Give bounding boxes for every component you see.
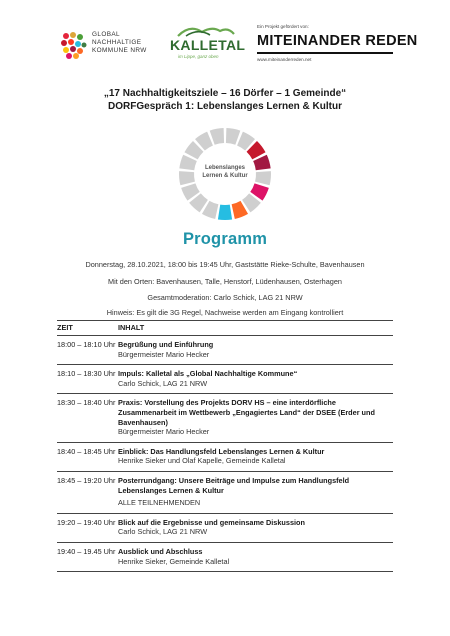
- row-time: 19:40 – 19.45 Uhr: [57, 546, 116, 556]
- row-speaker: Bürgermeister Mario Hecker: [118, 427, 210, 437]
- kalletal-wordmark: KALLETAL: [170, 37, 246, 53]
- sdg-dots-icon: [60, 30, 90, 60]
- row-time: 18:45 – 19:20 Uhr: [57, 475, 116, 485]
- gnk-line-3: KOMMUNE NRW: [92, 47, 147, 54]
- sdg-wheel-segment: [210, 128, 224, 145]
- row-time: 19:20 – 19:40 Uhr: [57, 517, 116, 527]
- mr-url: www.miteinanderreden.net: [257, 57, 312, 62]
- gnk-line-1: GLOBAL: [92, 31, 120, 38]
- wheel-label-line-2: Lernen & Kultur: [202, 173, 248, 179]
- row-speaker: Carlo Schick, LAG 21 NRW: [118, 378, 208, 388]
- col-time-header: ZEIT: [57, 323, 73, 332]
- table-row: [57, 472, 393, 514]
- row-content: [118, 336, 393, 364]
- mr-funding-note: Ein Projekt gefördert von:: [257, 24, 309, 29]
- row-time: 18:30 – 18:40 Uhr: [57, 398, 116, 408]
- row-content: [118, 472, 393, 513]
- kalletal-hills-icon: [176, 22, 236, 38]
- table-row: [57, 394, 393, 442]
- row-content: [118, 543, 393, 571]
- table-row: [57, 514, 393, 543]
- row-title: Ausblick und Abschluss: [118, 546, 203, 556]
- kalletal-tagline: im Lippe, ganz oben: [178, 54, 219, 59]
- event-notice: Hinweis: Es gilt die 3G Regel, Nachweise werden am Eingang kontrolliert: [106, 308, 344, 317]
- table-row: [57, 443, 393, 472]
- schedule-header: [57, 320, 393, 336]
- row-speaker: Bürgermeister Mario Hecker: [118, 349, 210, 359]
- kalletal-logo: [170, 22, 246, 70]
- mr-wordmark: MITEINANDER REDEN: [257, 33, 418, 49]
- wheel-label: [178, 164, 272, 180]
- sdg-wheel: [178, 127, 272, 221]
- row-content: [118, 365, 393, 393]
- table-row: [57, 336, 393, 365]
- row-content: [118, 514, 393, 542]
- logo-bar: [60, 22, 418, 72]
- row-speaker: Carlo Schick, LAG 21 NRW: [118, 527, 208, 537]
- wheel-label-line-1: Lebenslanges: [204, 165, 245, 171]
- global-nachhaltige-kommune-logo: [60, 28, 150, 68]
- row-title: Blick auf die Ergebnisse und gemeinsame Diskussion: [118, 517, 305, 527]
- row-time: 18:40 – 18:45 Uhr: [57, 446, 116, 456]
- row-speaker: Henrike Sieker und Olaf Kapelle, Gemeinde Kalletal: [118, 456, 286, 466]
- event-places: Mit den Orten: Bavenhausen, Talle, Henstorf, Lüdenhausen, Osterhagen: [108, 277, 342, 286]
- row-title: Praxis: Vorstellung des Projekts DORV HS – eine interdörfliche Zusammenarbeit im Wettbewerb „Engagiertes Land“ der DSEE (Erder und Bavenhausen): [118, 398, 375, 427]
- row-title: Posterrundgang: Unsere Beiträge und Impulse zum Handlungsfeld Lebenslanges Lernen & Kultur: [118, 475, 350, 495]
- table-row: [57, 543, 393, 572]
- miteinander-reden-logo: [257, 24, 418, 70]
- event-details: Donnerstag, 28.10.2021, 18:00 bis 19:45 Uhr, Gaststätte Rieke-Schulte, Bavenhausen: [85, 260, 365, 269]
- row-speaker: Henrike Sieker, Gemeinde Kalletal: [118, 556, 230, 566]
- document-title: [0, 87, 450, 113]
- col-content-header: INHALT: [118, 323, 145, 332]
- schedule-rows: [57, 336, 393, 572]
- row-content: [118, 394, 393, 441]
- sdg-wheel-segment: [218, 205, 232, 220]
- event-moderation: Gesamtmoderation: Carlo Schick, LAG 21 NRW: [147, 293, 303, 302]
- title-line-2: DORFGespräch 1: Lebenslanges Lernen & Kultur: [108, 101, 342, 112]
- title-line-1: „17 Nachhaltigkeitsziele – 16 Dörfer – 1 Gemeinde“: [103, 88, 347, 99]
- schedule-table: [57, 320, 393, 572]
- row-title: Impuls: Kalletal als „Global Nachhaltige Kommune“: [118, 369, 298, 379]
- table-row: [57, 365, 393, 394]
- sdg-wheel-segment: [226, 128, 240, 145]
- row-time: 18:10 – 18:30 Uhr: [57, 369, 116, 379]
- row-content: [118, 443, 393, 471]
- row-title: Begrüßung und Einführung: [118, 340, 214, 349]
- row-time: 18:00 – 18:10 Uhr: [57, 340, 116, 349]
- row-title: Einblick: Das Handlungsfeld Lebenslanges Lernen & Kultur: [118, 446, 325, 456]
- gnk-line-2: NACHHALTIGE: [92, 39, 142, 46]
- row-speaker: ALLE TEILNEHMENDEN: [118, 498, 201, 508]
- mr-underline: [257, 52, 393, 54]
- programm-heading: Programm: [182, 230, 268, 248]
